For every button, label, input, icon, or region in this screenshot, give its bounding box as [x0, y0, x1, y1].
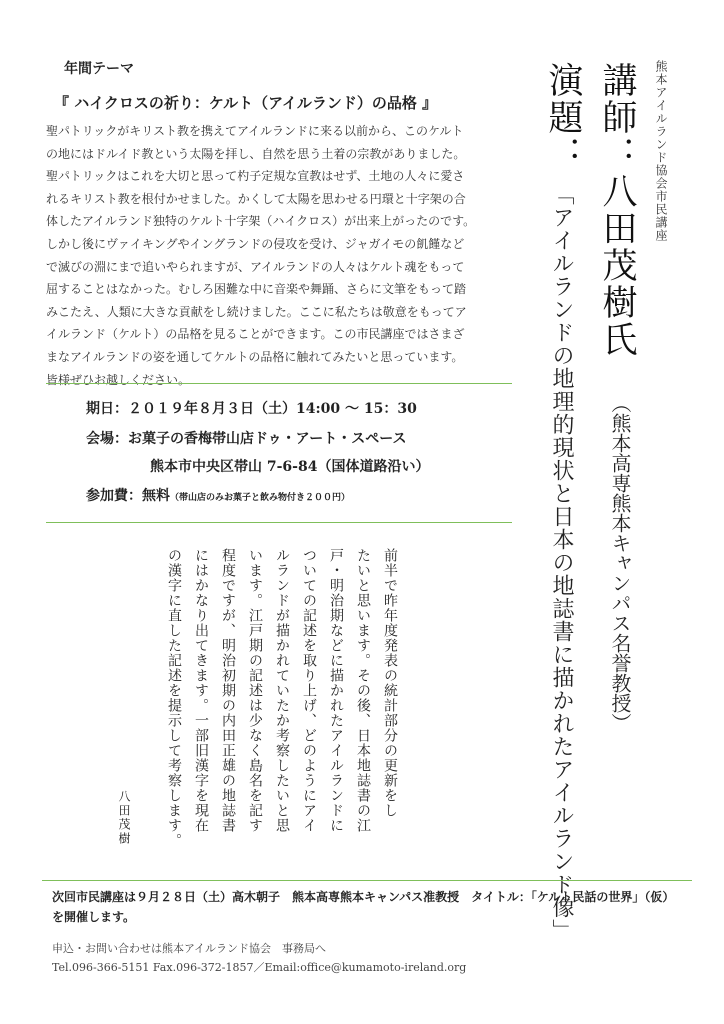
- theme-line: イルランド（ケルト）の品格を見ることができます。この市民講座ではさまざ: [46, 327, 465, 342]
- contact-details: Tel.096-366-5151 Fax.096-372-1857／Email:office@kumamoto-ireland.org: [52, 961, 467, 974]
- divider: [46, 383, 512, 384]
- next-lecture-notice: 次回市民講座は９月２８日（土）高木朝子 熊本高専熊本キャンパス准教授 タイトル：「ケルト民話の世界」（仮）を開催します。: [52, 890, 675, 924]
- talk-title: 「アイルランドの地理的現状と日本の地誌書に描かれたアイルランド像」: [549, 183, 574, 942]
- summary-line: 戸・明治期などに描かれたアイルランドに: [328, 548, 344, 833]
- summary-line: ついての記述を取り上げ、どのようにアイ: [301, 548, 317, 833]
- event-address: 熊本市中央区帯山 7-6-84（国体道路沿い）: [150, 459, 430, 475]
- theme-line: の地にはドルイド教という太陽を拝し、自然を思う土着の宗教がありました。: [46, 146, 466, 161]
- summary-line: たいと思います。その後、日本地誌書の江: [355, 548, 371, 833]
- theme-title: 『 ハイクロスの祈り：ケルト（アイルランド）の品格 』: [54, 94, 438, 112]
- divider: [46, 522, 512, 523]
- theme-label: 年間テーマ: [64, 61, 134, 77]
- lecturer-affiliation: （熊本高専熊本キャンパス名誉教授）: [608, 393, 632, 733]
- event-date: 期日：２０１９年８月３日（土）14:00 ～ 15：30: [86, 401, 417, 417]
- theme-line: 皆様ぜひお越しください。: [46, 372, 191, 387]
- event-fee-row: [86, 485, 350, 505]
- summary-line: 程度ですが、明治初期の内田正雄の地誌書: [220, 548, 236, 833]
- contact-info: 申込・お問い合わせは熊本アイルランド協会 事務局へ: [52, 942, 327, 955]
- lecture-summary: [160, 548, 403, 878]
- theme-line: 聖パトリックがキリスト教を携えてアイルランドに来る以前から、このケルト: [46, 124, 464, 138]
- theme-line: しかし後にヴァイキングやイングランドの侵攻を受け、ジャガイモの飢饉など: [46, 236, 465, 251]
- theme-line: まなアイルランドの姿を通してケルトの品格に触れてみたいと思っています。: [46, 349, 464, 364]
- organization-label: 熊本アイルランド協会市民講座: [654, 60, 668, 242]
- event-venue: 会場：お菓子の香梅帯山店ドゥ・アート・スペース: [86, 431, 407, 447]
- summary-line: 前半で昨年度発表の統計部分の更新をし: [382, 548, 398, 818]
- theme-line: 聖パトリックはこれを大切と思って杓子定規な宣教はせず、土地の人々に愛さ: [46, 169, 465, 184]
- divider: [42, 880, 692, 881]
- summary-line: の漢字に直した記述を提示して考察します。: [166, 548, 182, 848]
- summary-line: にはかなり出てきます。一部旧漢字を現在: [193, 548, 209, 833]
- talk-title-label: 演題：: [543, 62, 583, 173]
- theme-line: 屈することはなかった。むしろ困難な中に音楽や舞踊、さらに文筆をもって踏: [46, 282, 467, 297]
- theme-line: 体したアイルランド独特のケルト十字架（ハイクロス）が出来上がったのです。: [46, 214, 476, 229]
- lecturer-name: 講師：八田茂樹氏: [597, 62, 637, 358]
- theme-line: みこたえ、人類に大きな貢献をし続けました。ここに私たちは敬意をもってア: [46, 304, 467, 319]
- theme-description: [46, 120, 496, 391]
- theme-line: で滅びの淵にまで追いやられますが、アイルランドの人々はケルト魂をもって: [46, 259, 465, 274]
- event-fee-note: （帯山店のみお菓子と飲み物付き２００円）: [170, 493, 351, 503]
- summary-line: ルランドが描かれていたか考察したいと思: [274, 548, 290, 833]
- event-fee: 参加費：無料: [86, 488, 170, 504]
- theme-line: れるキリスト教を根付かせました。かくして太陽を思わせる円環と十字架の合: [46, 191, 466, 206]
- summary-line: います。江戸期の記述は少なく島名を記す: [247, 548, 263, 833]
- author-signature: 八田茂樹: [117, 790, 131, 846]
